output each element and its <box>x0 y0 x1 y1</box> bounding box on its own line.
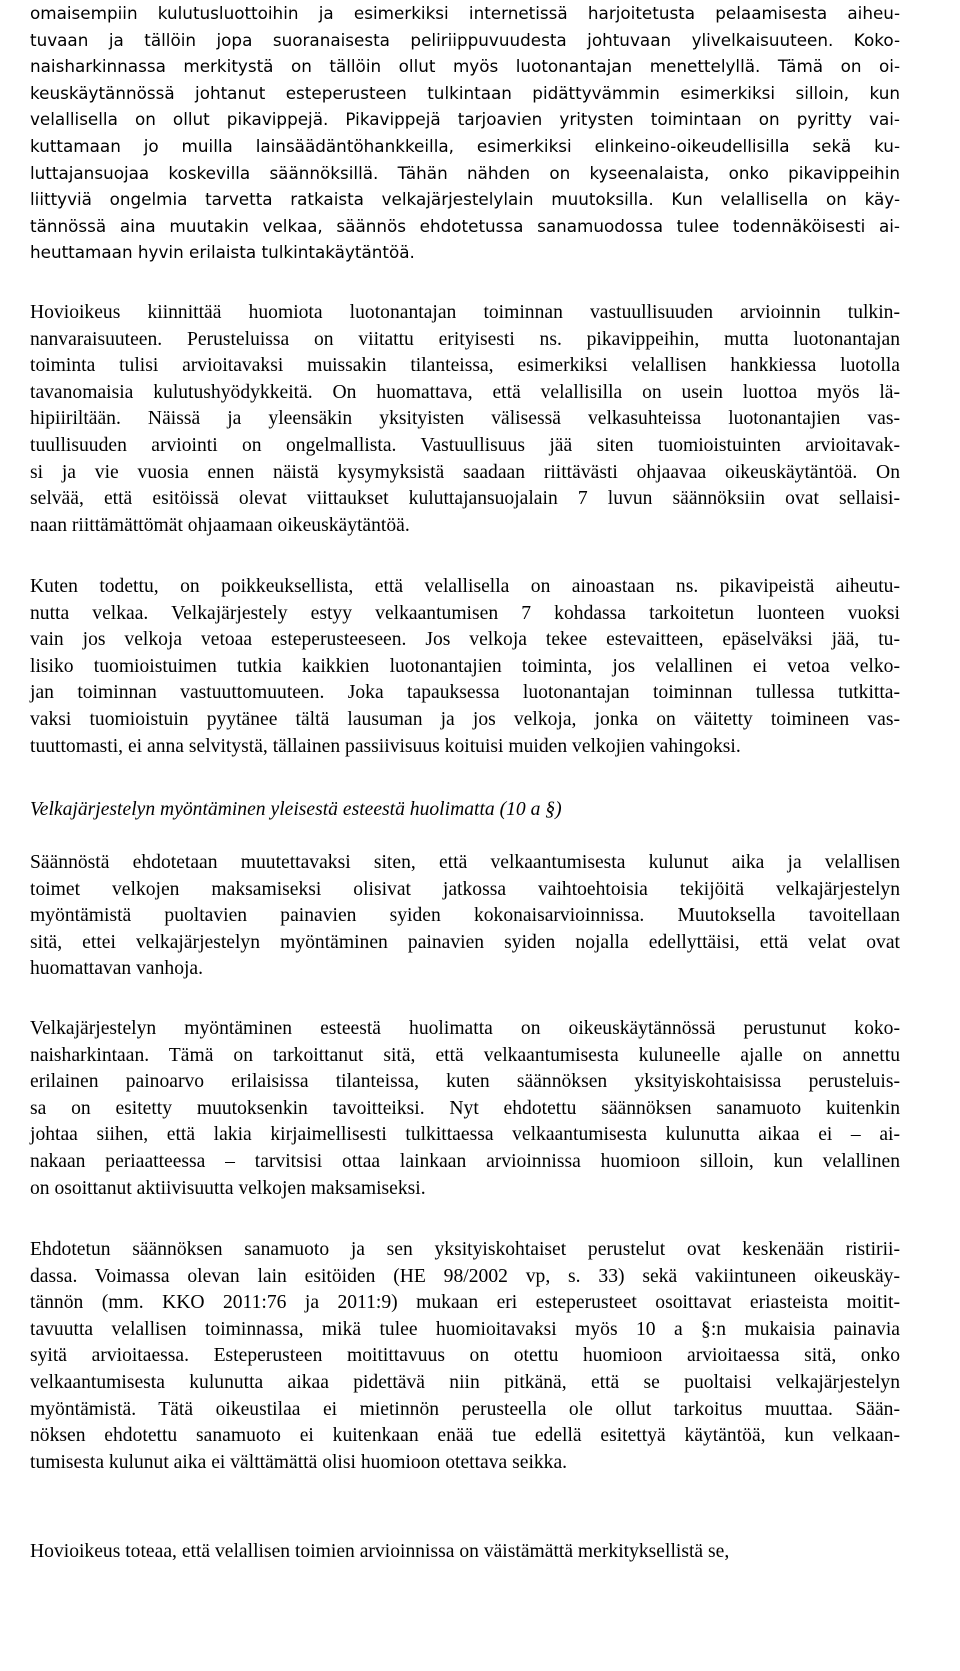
text-line: toimet velkojen maksamiseksi olisivat jatkossa vaihtoehtoisia tekijöitä velkajärjestelyn <box>30 878 900 900</box>
text-line: Hovioikeus kiinnittää huomiota luotonantajan toiminnan vastuullisuuden arvioinnin tulkin- <box>30 302 900 323</box>
text-line: nanvaraisuuteen. Perusteluissa on viitattu erityisesti ns. pikavippeihin, mutta luotonantajan <box>30 328 900 350</box>
text-line: huomattavan vanhoja. <box>30 958 204 980</box>
text-line: omaisempiin kulutusluottoihin ja esimerkiksi internetissä harjoitetusta pelaamisesta aiheu- <box>30 3 900 23</box>
paragraph-3 <box>30 574 900 760</box>
text-line: tuullisuuden arviointi on ongelmallista. Vastuullisuus jää siten tuomioistuinten arvioitavak- <box>30 434 900 456</box>
text-line: selvää, että esitöissä olevat viittaukset kuluttajansuojalain 7 luvun säännöksiin ovat sellaisi- <box>30 488 900 510</box>
text-line: on osoittanut aktiivisuutta velkojen maksamiseksi. <box>30 1177 426 1199</box>
paragraph-5 <box>30 1016 900 1202</box>
text-line: tännössä aina muutakin velkaa, säännös ehdotetussa sanamuodossa tulee todennäköisesti ai- <box>30 215 900 236</box>
text-line: velallisella on ollut pikavippejä. Pikavippejä tarjoavien yritysten toimintaan on pyritty vai- <box>30 109 900 130</box>
text-line: velkaantumisesta kulunutta aikaa pidettävä niin pitkänä, että se puoltaisi velkajärjestelyn <box>30 1371 900 1393</box>
text-line: dassa. Voimassa olevan lain esitöiden (HE 98/2002 vp, s. 33) sekä vakiintuneen oikeuskäy- <box>30 1265 900 1287</box>
text-line: naisharkinnassa merkitystä on tällöin ollut myös luotonantajan menettelyllä. Tämä on oi- <box>30 56 900 77</box>
paragraph-7 <box>30 1539 900 1566</box>
text-line: Velkajärjestelyn myöntäminen esteestä huolimatta on oikeuskäytännössä perustunut koko- <box>30 1018 900 1039</box>
paragraph-1 <box>30 0 900 266</box>
text-line: nutta velkaa. Velkajärjestely estyy velkaantumisen 7 kohdassa tarkoitetun luonteen vuoksi <box>30 602 900 624</box>
text-line: vain jos velkoja vetoaa esteperusteeseen. Jos velkoja tekee estevaitteen, epäselväksi jää, tu- <box>30 629 900 651</box>
text-line: kuttamaan jo muilla lainsäädäntöhankkeilla, esimerkiksi elinkeino-oikeudellisilla sekä ku- <box>30 135 900 156</box>
paragraph-6 <box>30 1237 900 1476</box>
text-line: vaksi tuomioistuin pyytänee tältä lausuman ja jos velkoja, jonka on väitetty toimineen vas- <box>30 708 900 730</box>
text-line: lisiko tuomioistuimen tutkia kaikkien luotonantajien toiminta, jos velallinen ei vetoa velko- <box>30 655 900 677</box>
paragraph-4 <box>30 850 900 983</box>
text-line: myöntämistä puoltavien painavien syiden kokonaisarvioinnissa. Muutoksella tavoitellaan <box>30 905 900 927</box>
text-line: tumisesta kulunut aika ei välttämättä olisi huomioon otettava seikka. <box>30 1451 568 1473</box>
text-line: luttajansuojaa koskevilla säännöksillä. Tähän nähden on kyseenalaista, onko pikavippeihin <box>30 162 900 183</box>
text-line: heuttamaan hyvin erilaista tulkintakäytäntöä. <box>30 242 415 263</box>
paragraph-2 <box>30 300 900 539</box>
text-line: tuvaan ja tällöin jopa suoranaisesta peliriippuvuudesta johtuvaan ylivelkaisuuteen. Koko- <box>30 29 900 50</box>
text-line: Ehdotetun säännöksen sanamuoto ja sen yksityiskohtaiset perustelut ovat keskenään ristirii- <box>30 1239 900 1260</box>
text-line: erilainen painoarvo erilaisissa tilanteissa, kuten säännöksen yksityiskohtaisissa perusteluis- <box>30 1071 900 1093</box>
text-line: jan toiminnan vastuuttomuuteen. Joka tapauksessa luotonantajan toiminnan tullessa tutkitta- <box>30 682 900 704</box>
text-line: tuuttomasti, ei anna selvitystä, tällainen passiivisuus koituisi muiden velkojien vahingoksi. <box>30 735 741 757</box>
text-line: liittyviä ongelmia tarvetta ratkaista velkajärjestelylain muutoksilla. Kun velallisella on käy- <box>30 189 900 210</box>
text-line: Säännöstä ehdotetaan muutettavaksi siten, että velkaantumisesta kulunut aika ja velallisen <box>30 852 900 873</box>
text-line: si ja vie vuosia ennen näistä kysymyksistä saadaan riittävästi ohjaavaa oikeuskäytäntöä. On <box>30 461 900 483</box>
text-line: myöntämistä. Tätä oikeustilaa ei mietinnön perusteella ole ollut tarkoitus muuttaa. Sään- <box>30 1398 900 1420</box>
text-line: hipiiriltään. Näissä ja yleensäkin yksityisten välisessä velkasuhteissa luotonantajien vas- <box>30 408 900 430</box>
text-line: tännön (mm. KKO 2011:76 ja 2011:9) mukaan eri esteperusteet osoittavat eriasteista moitit- <box>30 1292 900 1314</box>
section-heading: Velkajärjestelyn myöntäminen yleisestä esteestä huolimatta (10 a §) <box>30 799 562 820</box>
text-line: toiminta tulisi arvioitavaksi muissakin tilanteissa, esimerkiksi velallisen hankkiessa luotolla <box>30 355 900 377</box>
text-line: Hovioikeus toteaa, että velallisen toimien arvioinnissa on väistämättä merkityksellistä se, <box>30 1541 730 1562</box>
text-line: nöksen ehdotettu sanamuoto ei kuitenkaan enää tue edellä esitettyä käytäntöä, kun velkaan- <box>30 1425 900 1447</box>
text-line: syitä arvioitaessa. Esteperusteen moitittavuus on otettu huomioon arvioitaessa sitä, onko <box>30 1345 900 1367</box>
text-line: sa on esitetty muutoksenkin tavoitteiksi. Nyt ehdotettu säännöksen sanamuoto kuitenkin <box>30 1097 900 1119</box>
text-line: Kuten todettu, on poikkeuksellista, että velallisella on ainoastaan ns. pikavipeistä aiheutu- <box>30 576 900 597</box>
text-line: naisharkintaan. Tämä on tarkoittanut sitä, että velkaantumisesta kuluneelle ajalle on annettu <box>30 1044 900 1066</box>
text-line: nakaan periaatteessa – tarvitsisi ottaa lainkaan arvioinnissa huomioon silloin, kun velallinen <box>30 1150 900 1172</box>
text-line: keuskäytännössä johtanut esteperusteen tulkintaan pidättyvämmin esimerkiksi silloin, kun <box>30 82 900 103</box>
text-line: naan riittämättömät ohjaamaan oikeuskäytäntöä. <box>30 514 410 536</box>
text-line: johtaa siihen, että lakia kirjaimellisesti tulkittaessa velkaantumisesta kulunutta aikaa ei – ai- <box>30 1124 900 1146</box>
text-line: tavuutta velallisen toiminnassa, mikä tulee huomioitavaksi myös 10 a §:n mukaisia painavia <box>30 1318 900 1340</box>
text-line: sitä, ettei velkajärjestelyn myöntäminen painavien syiden nojalla edellyttäisi, että velat ovat <box>30 931 900 953</box>
text-line: tavanomaisia kulutushyödykkeitä. On huomattava, että velallisilla on usein luottoa myös lä- <box>30 381 900 403</box>
